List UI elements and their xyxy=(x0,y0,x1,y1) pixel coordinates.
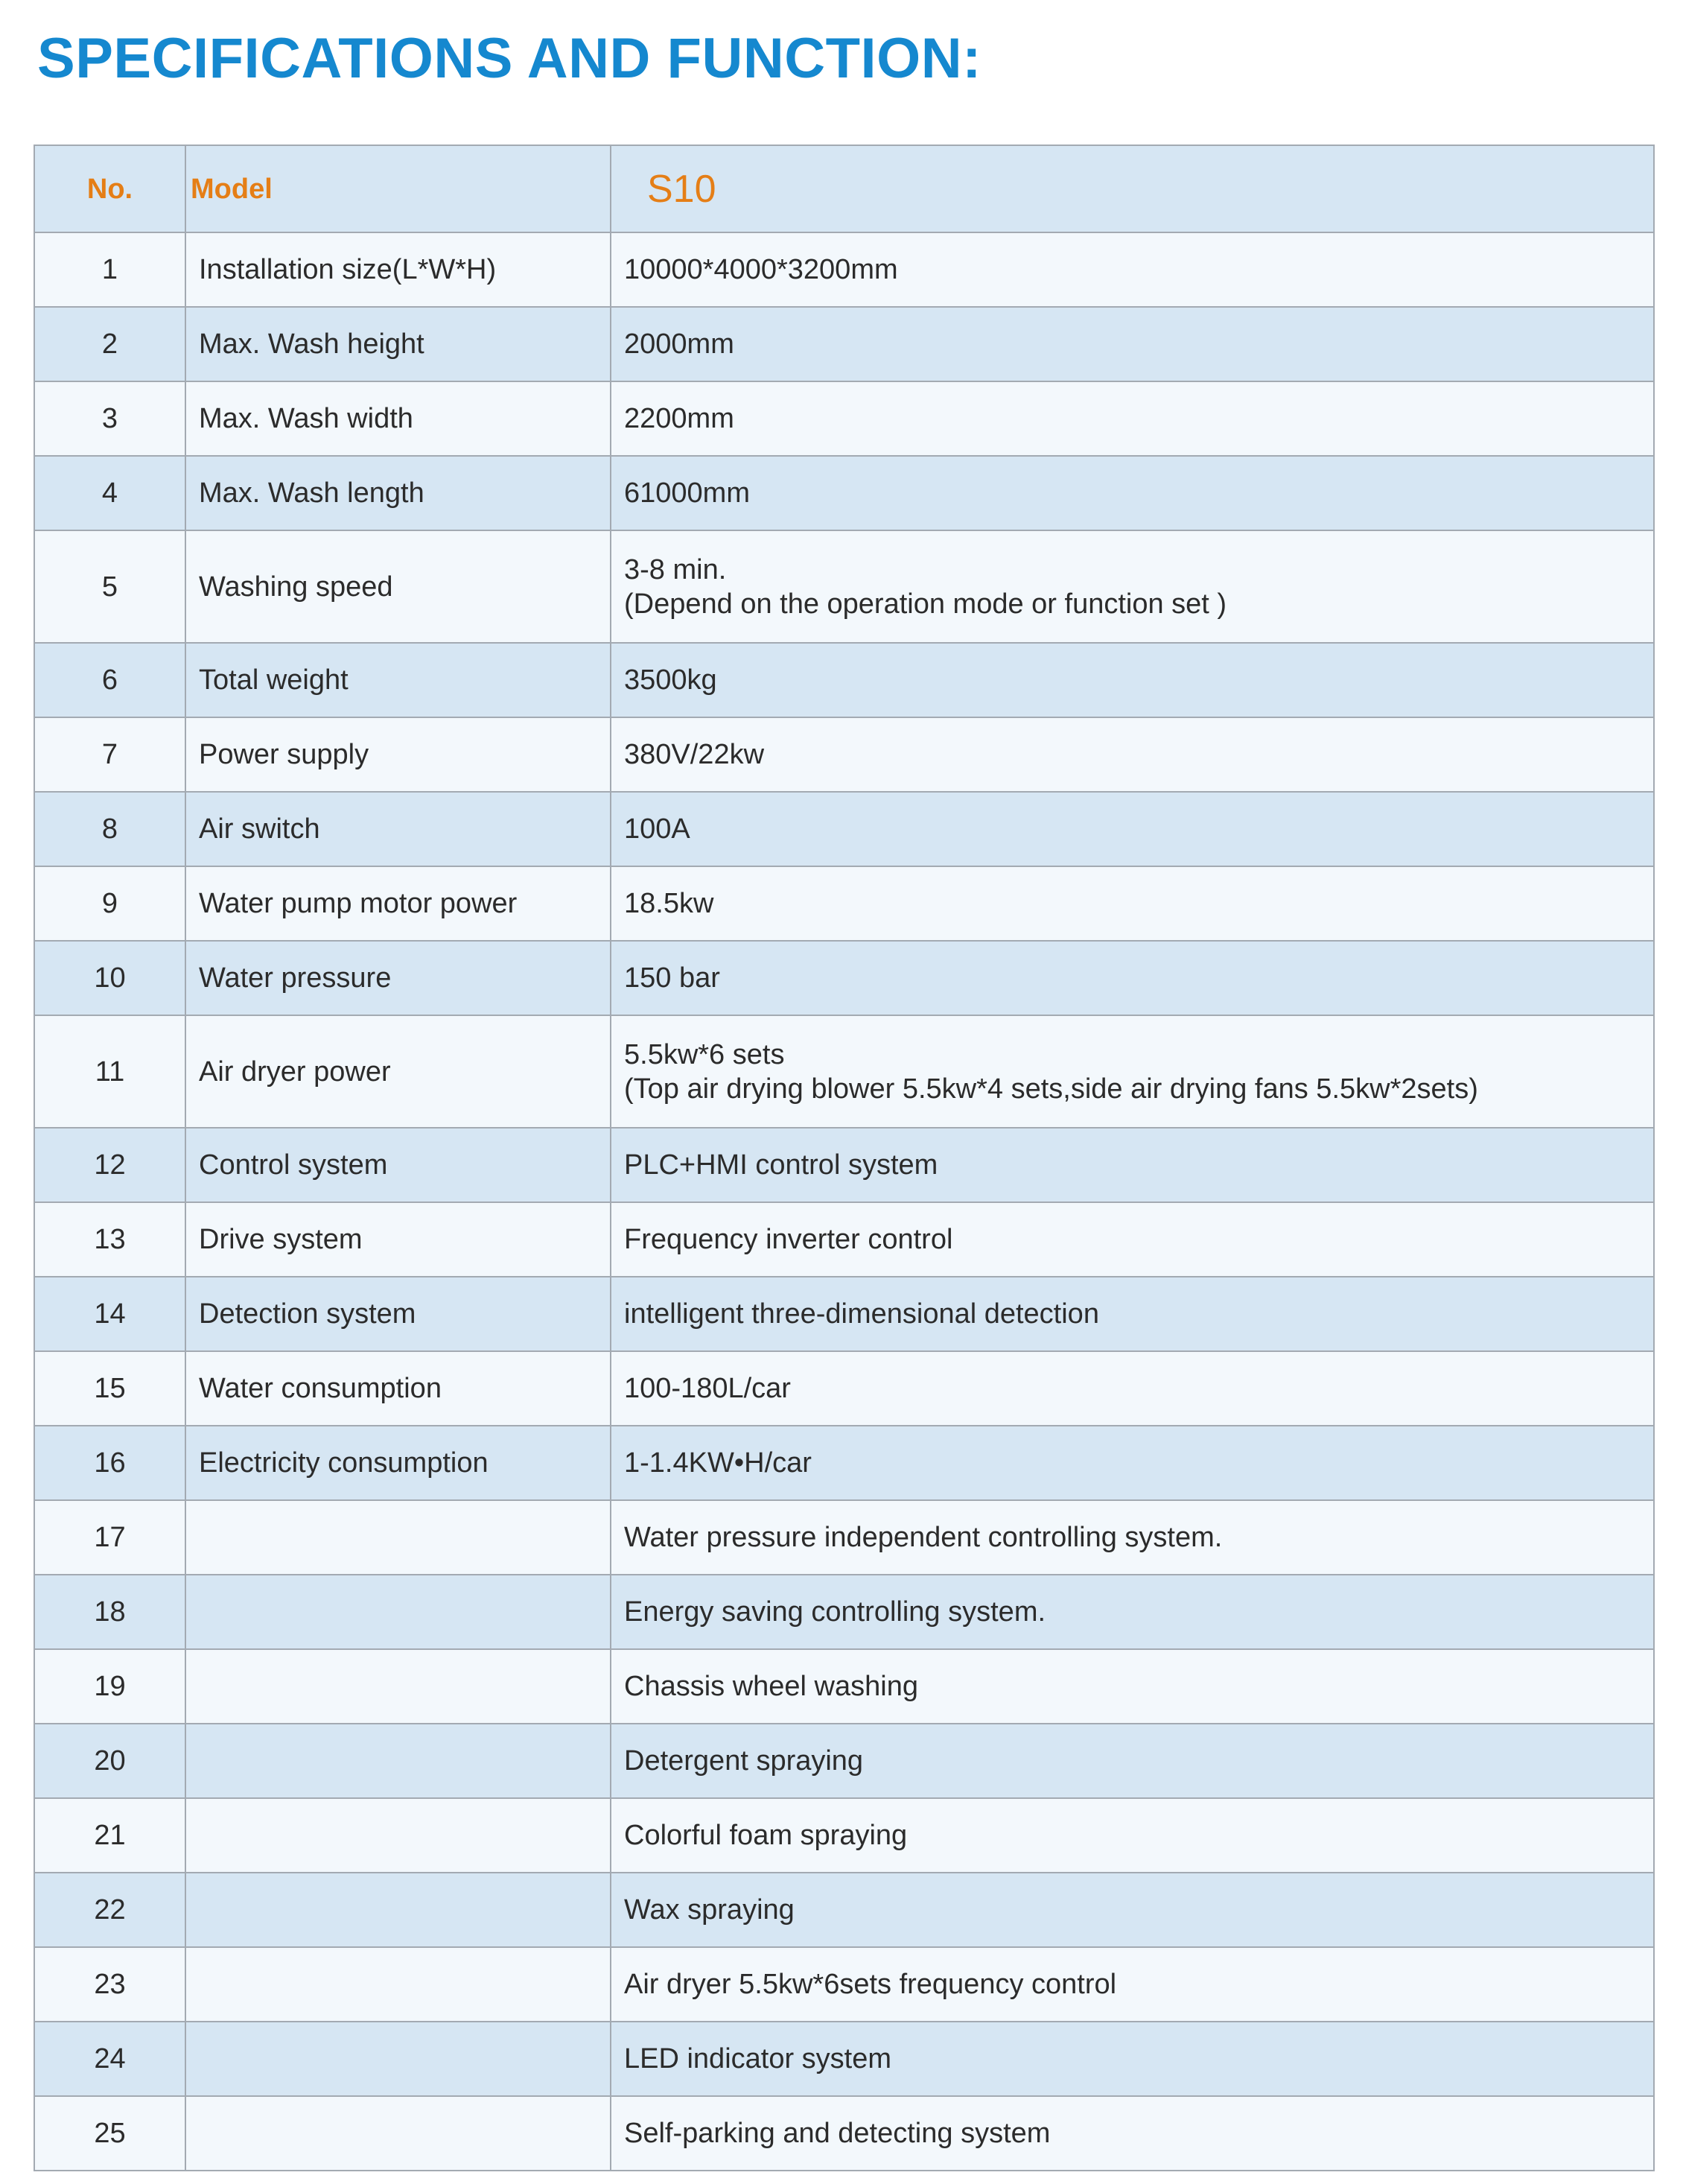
header-no: No. xyxy=(34,145,185,232)
row-value-note: (Depend on the operation mode or function set ) xyxy=(624,588,1227,620)
row-number: 7 xyxy=(34,717,185,792)
row-item: Installation size(L*W*H) xyxy=(185,232,611,307)
row-value-cell xyxy=(611,1724,1654,1798)
row-value: Wax spraying xyxy=(624,1894,795,1926)
row-value: Detergent spraying xyxy=(624,1745,864,1777)
row-number: 3 xyxy=(34,381,185,456)
row-value-cell xyxy=(611,456,1654,530)
row-value: Chassis wheel washing xyxy=(624,1671,918,1702)
row-item: Air switch xyxy=(185,792,611,866)
table-row xyxy=(34,2096,1654,2171)
row-item xyxy=(185,2096,611,2171)
table-row xyxy=(34,2022,1654,2096)
header-model-value: S10 xyxy=(611,145,1654,232)
table-row xyxy=(34,530,1654,643)
row-item: Water pump motor power xyxy=(185,866,611,941)
row-item: Drive system xyxy=(185,1202,611,1277)
row-value-cell xyxy=(611,530,1654,643)
row-number: 23 xyxy=(34,1947,185,2022)
table-row xyxy=(34,1202,1654,1277)
row-number: 10 xyxy=(34,941,185,1015)
table-row xyxy=(34,941,1654,1015)
row-value: PLC+HMI control system xyxy=(624,1149,938,1181)
table-row xyxy=(34,1128,1654,1202)
row-value: Frequency inverter control xyxy=(624,1224,953,1255)
row-value: Water pressure independent controlling system. xyxy=(624,1522,1223,1553)
header-model: Model xyxy=(185,145,611,232)
row-value-cell xyxy=(611,1649,1654,1724)
row-value: Colorful foam spraying xyxy=(624,1820,908,1851)
row-number: 6 xyxy=(34,643,185,717)
row-number: 20 xyxy=(34,1724,185,1798)
row-value: 10000*4000*3200mm xyxy=(624,254,898,285)
row-value-cell xyxy=(611,307,1654,381)
table-row xyxy=(34,1873,1654,1947)
row-value-cell xyxy=(611,866,1654,941)
row-value-cell xyxy=(611,1947,1654,2022)
row-value-cell xyxy=(611,2096,1654,2171)
row-value: 3500kg xyxy=(624,664,717,696)
row-item: Power supply xyxy=(185,717,611,792)
table-row xyxy=(34,381,1654,456)
row-item: Total weight xyxy=(185,643,611,717)
row-item: Electricity consumption xyxy=(185,1426,611,1500)
table-row xyxy=(34,792,1654,866)
row-number: 17 xyxy=(34,1500,185,1575)
table-row xyxy=(34,1798,1654,1873)
row-value: intelligent three-dimensional detection xyxy=(624,1298,1099,1330)
page-title: SPECIFICATIONS AND FUNCTION: xyxy=(37,27,982,90)
spec-table xyxy=(34,145,1655,2171)
table-row xyxy=(34,456,1654,530)
row-item xyxy=(185,1724,611,1798)
row-value-cell xyxy=(611,2022,1654,2096)
row-item: Washing speed xyxy=(185,530,611,643)
row-item: Water pressure xyxy=(185,941,611,1015)
row-item xyxy=(185,1500,611,1575)
row-item: Max. Wash length xyxy=(185,456,611,530)
row-value-cell xyxy=(611,1798,1654,1873)
row-value: 3-8 min. xyxy=(624,553,727,585)
row-number: 12 xyxy=(34,1128,185,1202)
row-value-cell xyxy=(611,941,1654,1015)
row-number: 15 xyxy=(34,1351,185,1426)
row-value: 2200mm xyxy=(624,403,734,434)
row-number: 21 xyxy=(34,1798,185,1873)
row-value-cell xyxy=(611,1873,1654,1947)
row-value: 1-1.4KW•H/car xyxy=(624,1447,812,1479)
table-row xyxy=(34,232,1654,307)
row-item: Detection system xyxy=(185,1277,611,1351)
row-item: Max. Wash height xyxy=(185,307,611,381)
row-value-cell xyxy=(611,1202,1654,1277)
row-value-cell xyxy=(611,717,1654,792)
table-row xyxy=(34,1500,1654,1575)
row-item xyxy=(185,1798,611,1873)
table-row xyxy=(34,717,1654,792)
row-number: 22 xyxy=(34,1873,185,1947)
row-item xyxy=(185,1575,611,1649)
row-value-cell xyxy=(611,1575,1654,1649)
row-number: 19 xyxy=(34,1649,185,1724)
row-value: 100A xyxy=(624,813,690,845)
table-row xyxy=(34,643,1654,717)
row-value: 2000mm xyxy=(624,328,734,360)
row-number: 9 xyxy=(34,866,185,941)
row-item xyxy=(185,1649,611,1724)
row-item xyxy=(185,1873,611,1947)
row-item xyxy=(185,2022,611,2096)
table-row xyxy=(34,1351,1654,1426)
row-value: 61000mm xyxy=(624,477,750,509)
row-value: 150 bar xyxy=(624,962,720,994)
row-value: Air dryer 5.5kw*6sets frequency control xyxy=(624,1969,1117,2000)
table-row xyxy=(34,1649,1654,1724)
row-item xyxy=(185,1947,611,2022)
row-number: 13 xyxy=(34,1202,185,1277)
row-value: 18.5kw xyxy=(624,888,714,919)
row-value-cell xyxy=(611,1351,1654,1426)
table-row xyxy=(34,866,1654,941)
row-value: Self-parking and detecting system xyxy=(624,2118,1051,2149)
row-item: Air dryer power xyxy=(185,1015,611,1128)
table-row xyxy=(34,1015,1654,1128)
row-value-cell xyxy=(611,232,1654,307)
row-value-note: (Top air drying blower 5.5kw*4 sets,side air drying fans 5.5kw*2sets) xyxy=(624,1073,1478,1105)
table-row xyxy=(34,1575,1654,1649)
row-value-cell xyxy=(611,1500,1654,1575)
table-header-row xyxy=(34,145,1654,232)
spec-table-body xyxy=(34,145,1654,2171)
table-row xyxy=(34,1426,1654,1500)
row-number: 11 xyxy=(34,1015,185,1128)
row-number: 8 xyxy=(34,792,185,866)
row-value-cell xyxy=(611,643,1654,717)
row-value: 380V/22kw xyxy=(624,739,765,770)
table-row xyxy=(34,307,1654,381)
row-number: 16 xyxy=(34,1426,185,1500)
table-row xyxy=(34,1277,1654,1351)
row-value-cell xyxy=(611,1426,1654,1500)
row-number: 18 xyxy=(34,1575,185,1649)
row-value: 5.5kw*6 sets xyxy=(624,1038,785,1070)
row-value-cell xyxy=(611,1277,1654,1351)
row-value-cell xyxy=(611,1128,1654,1202)
row-number: 24 xyxy=(34,2022,185,2096)
table-row xyxy=(34,1724,1654,1798)
row-number: 4 xyxy=(34,456,185,530)
row-number: 2 xyxy=(34,307,185,381)
row-number: 14 xyxy=(34,1277,185,1351)
row-item: Control system xyxy=(185,1128,611,1202)
row-number: 5 xyxy=(34,530,185,643)
row-value: LED indicator system xyxy=(624,2043,892,2075)
row-value-cell xyxy=(611,792,1654,866)
row-value: 100-180L/car xyxy=(624,1373,791,1404)
table-row xyxy=(34,1947,1654,2022)
row-value-cell xyxy=(611,381,1654,456)
row-value-cell xyxy=(611,1015,1654,1128)
row-number: 1 xyxy=(34,232,185,307)
row-number: 25 xyxy=(34,2096,185,2171)
row-item: Max. Wash width xyxy=(185,381,611,456)
row-item: Water consumption xyxy=(185,1351,611,1426)
row-value: Energy saving controlling system. xyxy=(624,1596,1046,1628)
